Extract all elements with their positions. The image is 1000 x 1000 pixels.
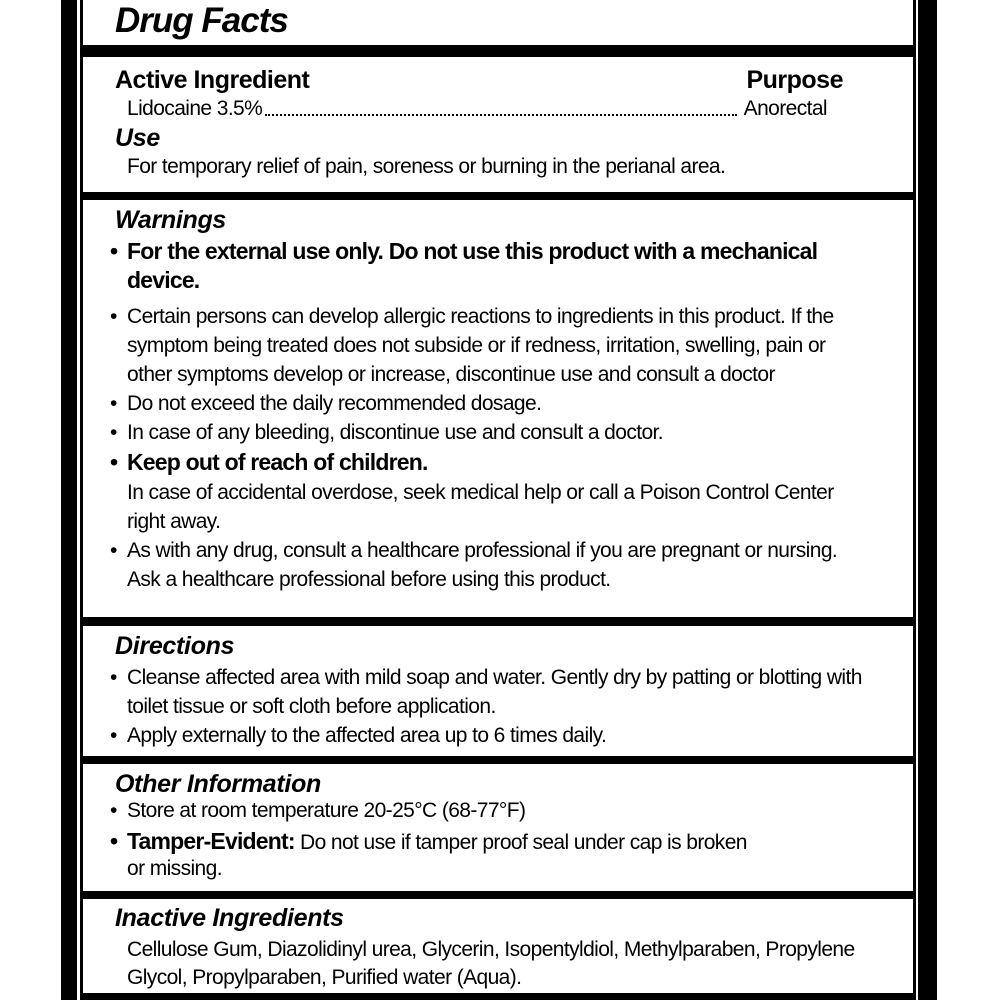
directions-b1-line1: Cleanse affected area with mild soap and water. Gently dry by patting or blotting with: [127, 666, 862, 689]
section-other-information: [83, 764, 916, 891]
bottom-border: [80, 993, 916, 1000]
section-directions: [83, 626, 916, 756]
tamper-evident-text: Do not use if tamper proof seal under cap is broken: [294, 831, 747, 854]
directions-b2-text: Apply externally to the affected area up to 6 times daily.: [127, 724, 607, 747]
warnings-b1-line1: For the external use only. Do not use this product with a mechanical: [127, 238, 818, 264]
warnings-heading: Warnings: [115, 206, 227, 234]
divider-use: [80, 192, 916, 200]
divider-title: [80, 45, 916, 57]
ingredient-purpose: Anorectal: [743, 97, 827, 120]
warnings-b1-line2: device.: [127, 267, 200, 293]
right-outer-bar: [918, 0, 937, 1000]
dot-leader: [265, 113, 736, 116]
section-active-ingredient: [83, 57, 916, 192]
active-ingredient-header-row: [115, 66, 843, 95]
warnings-b2-line3: other symptoms develop or increase, discontinue use and consult a doctor: [127, 363, 775, 386]
bullet-icon: •: [110, 421, 117, 444]
warnings-b6-line2: Ask a healthcare professional before using this product.: [127, 568, 611, 591]
active-ingredient-heading: Active Ingredient: [115, 66, 310, 94]
section-inactive-ingredients: [83, 899, 916, 993]
page-title: Drug Facts: [115, 1, 288, 40]
warnings-bullet-bleeding: [110, 421, 663, 445]
ingredient-row: [127, 97, 827, 121]
warnings-bullet-external: [110, 238, 817, 265]
other-information-heading: Other Information: [115, 770, 322, 798]
section-title: [83, 0, 916, 45]
left-outer-bar: [61, 0, 77, 1000]
other-bullet-storage: [110, 799, 525, 823]
warnings-b2-line2: symptom being treated does not subside or if redness, irritation, swelling, pain or: [127, 334, 826, 357]
warnings-bullet-children: [110, 449, 428, 476]
directions-bullet-cleanse: [110, 666, 862, 690]
warnings-bullet-allergic: [110, 305, 834, 329]
warnings-bullet-dosage: [110, 392, 541, 416]
warnings-b3-text: Do not exceed the daily recommended dosage.: [127, 392, 542, 415]
warnings-b5-bold: Keep out of reach of children.: [127, 449, 428, 475]
warnings-b2-line1: Certain persons can develop allergic reactions to ingredients in this product. If the: [127, 305, 834, 328]
bullet-icon: •: [110, 828, 118, 854]
bullet-icon: •: [110, 305, 117, 328]
bullet-icon: •: [110, 238, 118, 264]
inactive-line1: Cellulose Gum, Diazolidinyl urea, Glycerin, Isopentyldiol, Methylparaben, Propylene: [127, 938, 855, 961]
tamper-evident-line2: or missing.: [127, 857, 222, 880]
bullet-icon: •: [110, 724, 117, 747]
divider-directions: [80, 756, 916, 764]
warnings-b6-line1: As with any drug, consult a healthcare professional if you are pregnant or nursing.: [127, 539, 838, 562]
section-warnings: [83, 200, 916, 617]
directions-bullet-apply: [110, 724, 606, 748]
bullet-icon: •: [110, 539, 117, 562]
use-text: For temporary relief of pain, soreness or burning in the perianal area.: [127, 155, 726, 178]
tamper-evident-label: Tamper-Evident:: [127, 828, 295, 854]
ingredient-name: Lidocaine 3.5%: [127, 97, 263, 120]
warnings-b5-line1: In case of accidental overdose, seek medical help or call a Poison Control Center: [127, 481, 834, 504]
bullet-icon: •: [110, 799, 117, 822]
directions-heading: Directions: [115, 632, 235, 660]
bullet-icon: •: [110, 392, 117, 415]
bullet-icon: •: [110, 666, 117, 689]
divider-warnings: [80, 617, 916, 626]
purpose-heading: Purpose: [746, 66, 843, 94]
directions-b1-line2: toilet tissue or soft cloth before application.: [127, 695, 496, 718]
inactive-ingredients-heading: Inactive Ingredients: [115, 904, 344, 932]
divider-other: [80, 891, 916, 899]
warnings-b5-line2: right away.: [127, 510, 221, 533]
bullet-icon: •: [110, 449, 118, 475]
other-b1-text: Store at room temperature 20-25°C (68-77°F): [127, 799, 526, 822]
warnings-bullet-pregnant: [110, 539, 837, 563]
inactive-line2: Glycol, Propylparaben, Purified water (Aqua).: [127, 966, 522, 989]
other-bullet-tamper: [110, 828, 747, 855]
use-heading: Use: [115, 124, 160, 152]
warnings-b4-text: In case of any bleeding, discontinue use and consult a doctor.: [127, 421, 664, 444]
